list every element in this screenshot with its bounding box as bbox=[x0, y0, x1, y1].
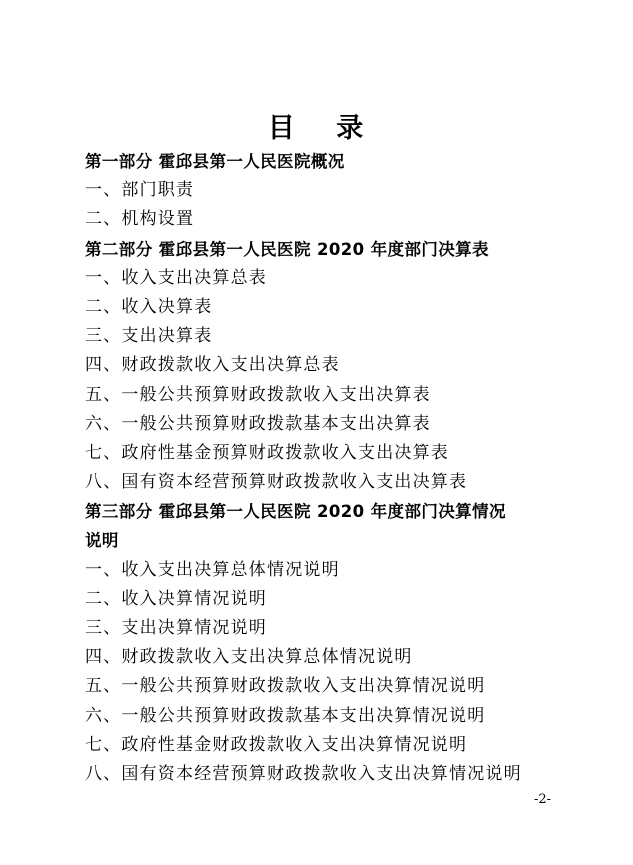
toc-part2-item: 一、收入支出决算总表 bbox=[85, 267, 267, 288]
toc-part2-item: 三、支出决算表 bbox=[85, 326, 213, 347]
toc-part1-heading: 第一部分 霍邱县第一人民医院概况 bbox=[85, 152, 345, 171]
toc-part1-item: 一、部门职责 bbox=[85, 180, 195, 201]
toc-part3-item: 五、一般公共预算财政拨款收入支出决算情况说明 bbox=[85, 676, 486, 697]
toc-part2-item: 六、一般公共预算财政拨款基本支出决算表 bbox=[85, 413, 431, 434]
page-title: 目 录 bbox=[267, 113, 380, 144]
toc-part2-item: 二、收入决算表 bbox=[85, 296, 213, 317]
toc-part3-item: 一、收入支出决算总体情况说明 bbox=[85, 559, 340, 580]
toc-part1-item: 二、机构设置 bbox=[85, 209, 195, 230]
toc-part2-item: 七、政府性基金预算财政拨款收入支出决算表 bbox=[85, 442, 449, 463]
toc-part3-heading: 第三部分 霍邱县第一人民医院 2020 年度部门决算情况 bbox=[85, 502, 506, 522]
toc-part2-item: 五、一般公共预算财政拨款收入支出决算表 bbox=[85, 384, 431, 405]
toc-part3-item: 七、政府性基金财政拨款收入支出决算情况说明 bbox=[85, 734, 468, 755]
toc-part3-item: 四、财政拨款收入支出决算总体情况说明 bbox=[85, 647, 413, 668]
toc-part3-item: 六、一般公共预算财政拨款基本支出决算情况说明 bbox=[85, 705, 486, 726]
toc-part3-item: 三、支出决算情况说明 bbox=[85, 618, 267, 638]
table-of-contents bbox=[85, 147, 565, 789]
toc-part3-item: 八、国有资本经营预算财政拨款收入支出决算情况说明 bbox=[85, 763, 522, 784]
toc-part2-item: 八、国有资本经营预算财政拨款收入支出决算表 bbox=[85, 472, 468, 493]
toc-part3-item: 二、收入决算情况说明 bbox=[85, 588, 267, 609]
page-number: -2- bbox=[533, 792, 551, 807]
toc-part2-item: 四、财政拨款收入支出决算总表 bbox=[85, 355, 340, 376]
toc-part2-heading: 第二部分 霍邱县第一人民医院 2020 年度部门决算表 bbox=[85, 239, 489, 259]
toc-part3-heading-continued: 说明 bbox=[85, 531, 119, 551]
